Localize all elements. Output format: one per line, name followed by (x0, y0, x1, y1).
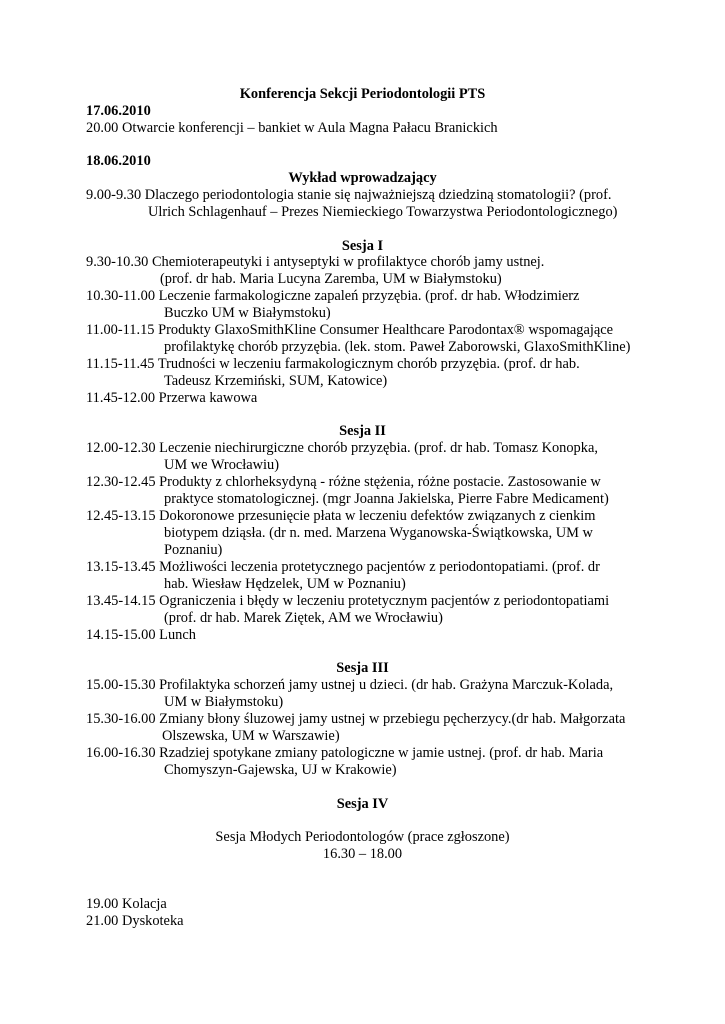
day2-date: 18.06.2010 (86, 153, 151, 169)
session2-line: 13.15-13.45 Możliwości leczenia protetycznego pacjentów z periodontopatiami. (prof. dr (86, 559, 600, 575)
evening-item: 19.00 Kolacja (86, 896, 167, 912)
day1-date: 17.06.2010 (86, 103, 151, 119)
session2-line: 13.45-14.15 Ograniczenia i błędy w leczeniu protetycznym pacjentów z periodontopatiami (86, 593, 610, 609)
evening-item: 21.00 Dyskoteka (86, 913, 184, 929)
session2-line: biotypem dziąsła. (dr n. med. Marzena Wyganowska-Świątkowska, UM w (164, 525, 593, 541)
session3-line: Chomyszyn-Gajewska, UJ w Krakowie) (164, 762, 397, 778)
session2-line: 14.15-15.00 Lunch (86, 627, 196, 643)
page-title: Konferencja Sekcji Periodontologii PTS (239, 86, 486, 102)
session1-line: Tadeusz Krzemiński, SUM, Katowice) (164, 373, 388, 389)
session2-heading: Sesja II (339, 423, 386, 439)
session1-line: (prof. dr hab. Maria Lucyna Zaremba, UM w Białymstoku) (160, 271, 502, 287)
session3-line: 15.00-15.30 Profilaktyka schorzeń jamy ustnej u dzieci. (dr hab. Grażyna Marczuk-Kolada, (86, 677, 614, 693)
session1-heading: Sesja I (341, 238, 384, 254)
session1-line: profilaktykę chorób przyzębia. (lek. stom. Paweł Zaborowski, GlaxoSmithKline) (164, 339, 631, 355)
session2-line: 12.00-12.30 Leczenie niechirurgiczne chorób przyzębia. (prof. dr hab. Tomasz Konopka, (86, 440, 598, 456)
session1-line: 9.30-10.30 Chemioterapeutyki i antyseptyki w profilaktyce chorób jamy ustnej. (86, 254, 545, 270)
session2-line: UM we Wrocławiu) (164, 457, 280, 473)
session3-line: 16.00-16.30 Rzadziej spotykane zmiany patologiczne w jamie ustnej. (prof. dr hab. Maria (86, 745, 604, 761)
session2-line: praktyce stomatologicznej. (mgr Joanna Jakielska, Pierre Fabre Medicament) (164, 491, 609, 507)
session4-heading: Sesja IV (336, 796, 389, 812)
session4-time: 16.30 – 18.00 (322, 846, 403, 862)
intro-line: 9.00-9.30 Dlaczego periodontologia stanie się najważniejszą dziedziną stomatologii? (prof. (86, 187, 612, 203)
session1-line: 11.45-12.00 Przerwa kawowa (86, 390, 258, 406)
session2-line: hab. Wiesław Hędzelek, UM w Poznaniu) (164, 576, 406, 592)
session3-line: Olszewska, UM w Warszawie) (162, 728, 340, 744)
session4-subtitle: Sesja Młodych Periodontologów (prace zgłoszone) (215, 829, 510, 845)
session3-line: UM w Białymstoku) (164, 694, 284, 710)
session3-line: 15.30-16.00 Zmiany błony śluzowej jamy ustnej w przebiegu pęcherzycy.(dr hab. Małgorzata (86, 711, 626, 727)
session2-line: (prof. dr hab. Marek Ziętek, AM we Wrocławiu) (164, 610, 443, 626)
intro-heading: Wykład wprowadzający (288, 170, 437, 186)
session1-line: 11.00-11.15 Produkty GlaxoSmithKline Consumer Healthcare Parodontax® wspomagające (86, 322, 614, 338)
session2-line: 12.30-12.45 Produkty z chlorheksydyną - różne stężenia, różne postacie. Zastosowanie w (86, 474, 601, 490)
session1-line: 10.30-11.00 Leczenie farmakologiczne zapaleń przyzębia. (prof. dr hab. Włodzimierz (86, 288, 580, 304)
session2-line: 12.45-13.15 Dokoronowe przesunięcie płata w leczeniu defektów związanych z cienkim (86, 508, 596, 524)
session1-line: Buczko UM w Białymstoku) (164, 305, 331, 321)
session2-line: Poznaniu) (164, 542, 223, 558)
session3-heading: Sesja III (336, 660, 389, 676)
intro-line: Ulrich Schlagenhauf – Prezes Niemieckiego Towarzystwa Periodontologicznego) (148, 204, 618, 220)
session1-line: 11.15-11.45 Trudności w leczeniu farmakologicznym chorób przyzębia. (prof. dr hab. (86, 356, 580, 372)
day1-event: 20.00 Otwarcie konferencji – bankiet w Aula Magna Pałacu Branickich (86, 120, 498, 136)
